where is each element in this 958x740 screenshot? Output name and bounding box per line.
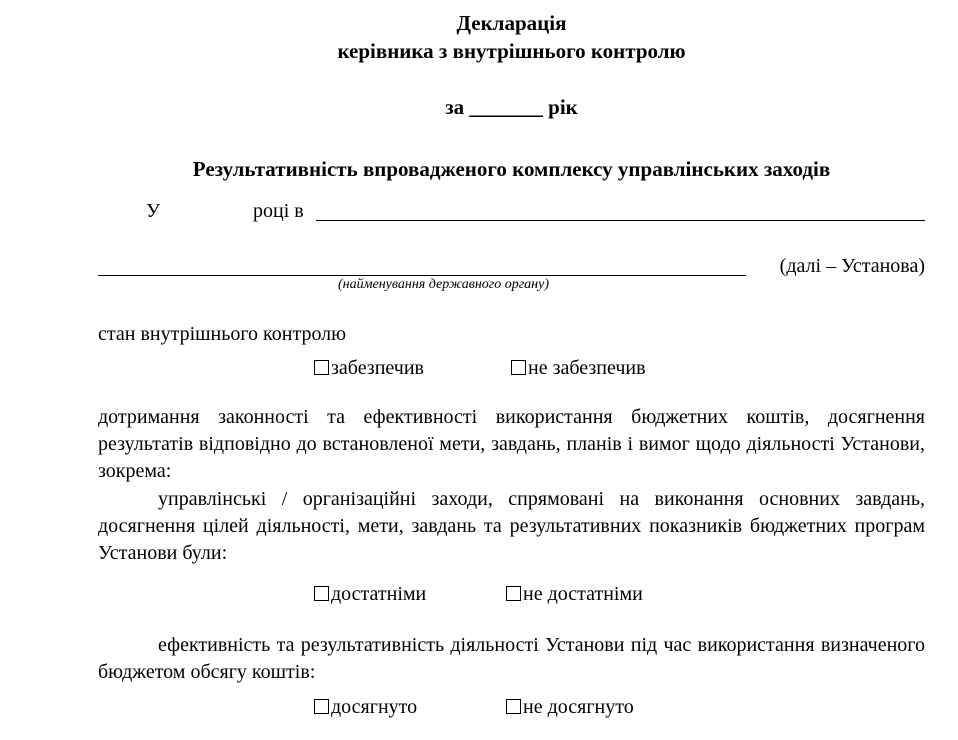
efficiency-options <box>98 694 925 722</box>
checkbox-icon[interactable] <box>314 586 329 601</box>
org-suffix: (далі – Установа) <box>779 255 925 277</box>
efficiency-yes-label: досягнуто <box>331 696 418 718</box>
internal-control-no-label: не забезпечив <box>528 357 646 379</box>
internal-control-yes-label: забезпечив <box>331 357 424 379</box>
checkbox-icon[interactable] <box>511 360 526 375</box>
measures-yes-label: достатніми <box>331 583 427 605</box>
internal-control-options <box>98 355 925 383</box>
measures-options <box>98 581 925 609</box>
measures-yes-option[interactable] <box>314 581 426 608</box>
agency-fill-line[interactable] <box>316 220 925 221</box>
measures-no-label: не достатніми <box>523 583 643 605</box>
measures-no-option[interactable] <box>506 581 643 608</box>
checkbox-icon[interactable] <box>314 699 329 714</box>
org-caption <box>98 276 925 294</box>
section-title: Результативність впровадженого комплексу управлінських заходів <box>192 157 831 181</box>
internal-control-yes-option[interactable] <box>314 355 424 382</box>
document-title: Декларація <box>456 11 567 35</box>
year-middle: році в <box>253 200 304 222</box>
measures-paragraph: управлінські / організаційні заходи, спрямовані на виконання основних завдань, досягнення цілей діяльності, мети, завдань та результативних показників бюджетних програм Установи були: <box>98 488 925 564</box>
efficiency-no-label: не досягнуто <box>523 696 634 718</box>
efficiency-no-option[interactable] <box>506 694 634 721</box>
internal-control-no-option[interactable] <box>511 355 646 382</box>
checkbox-icon[interactable] <box>314 360 329 375</box>
internal-control-label: стан внутрішнього контролю <box>98 323 347 345</box>
year-row <box>98 198 925 226</box>
efficiency-paragraph: ефективність та результативність діяльності Установи під час використання визначеного бюджетом обсягу коштів: <box>98 634 925 683</box>
year-line: за _______ рік <box>445 95 578 119</box>
year-prefix: У <box>146 200 161 222</box>
legality-paragraph: дотримання законності та ефективності використання бюджетних коштів, досягнення результатів відповідно до встановленої мети, завдань, планів і вимог щодо діяльності Установи, зокрема: <box>98 406 925 482</box>
efficiency-yes-option[interactable] <box>314 694 417 721</box>
checkbox-icon[interactable] <box>506 699 521 714</box>
document-subtitle: керівника з внутрішнього контролю <box>337 39 686 63</box>
org-caption-text: (найменування державного органу) <box>337 277 550 292</box>
checkbox-icon[interactable] <box>506 586 521 601</box>
